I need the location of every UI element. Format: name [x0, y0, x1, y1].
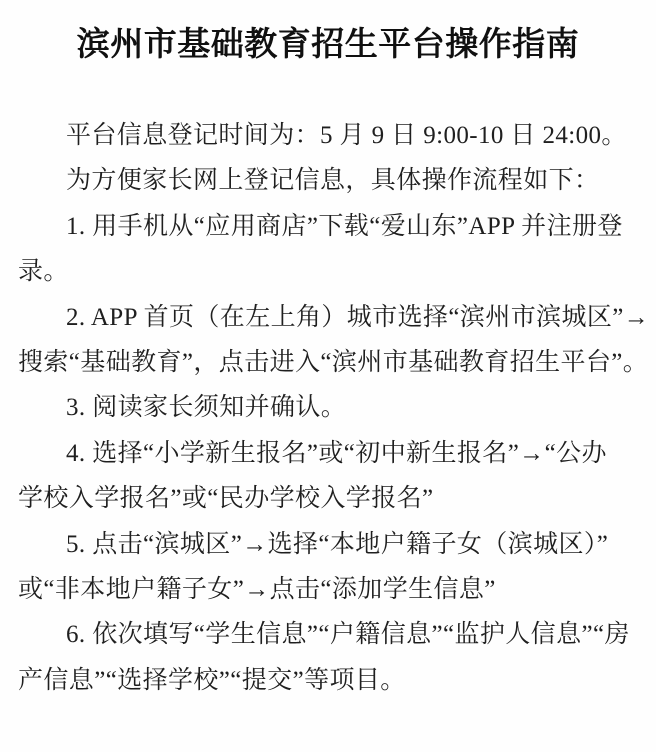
paragraph-line-step6-a: 6. 依次填写“学生信息”“户籍信息”“监护人信息”“房 [66, 621, 630, 649]
paragraph-line-step1-b: 录。 [18, 258, 69, 286]
paragraph-line-step2-b: 搜索“基础教育”，点击进入“滨州市基础教育招生平台”。 [18, 348, 649, 376]
paragraph-line-step4-a: 4. 选择“小学新生报名”或“初中新生报名”→“公办 [66, 439, 607, 467]
paragraph-line-step5-a: 5. 点击“滨城区”→选择“本地户籍子女（滨城区）” [66, 530, 609, 558]
document-body [18, 113, 650, 703]
paragraph-line-intro: 为方便家长网上登记信息，具体操作流程如下： [66, 167, 600, 195]
paragraph-line-step2-a: 2. APP 首页（在左上角）城市选择“滨州市滨城区”→ [66, 303, 650, 331]
document-title: 滨州市基础教育招生平台操作指南 [76, 27, 580, 63]
paragraph-line-step4-b: 学校入学报名”或“民办学校入学报名” [18, 485, 434, 513]
paragraph-line-step5-b: 或“非本地户籍子女”→点击“添加学生信息” [18, 575, 496, 603]
paragraph-line-step6-b: 产信息”“选择学校”“提交”等项目。 [18, 666, 406, 694]
paragraph-line-registration-time: 平台信息登记时间为：5 月 9 日 9:00-10 日 24:00。 [66, 122, 627, 149]
paragraph-line-step3: 3. 阅读家长须知并确认。 [66, 394, 347, 422]
paragraph-line-step1-a: 1. 用手机从“应用商店”下载“爱山东”APP 并注册登 [66, 212, 623, 240]
